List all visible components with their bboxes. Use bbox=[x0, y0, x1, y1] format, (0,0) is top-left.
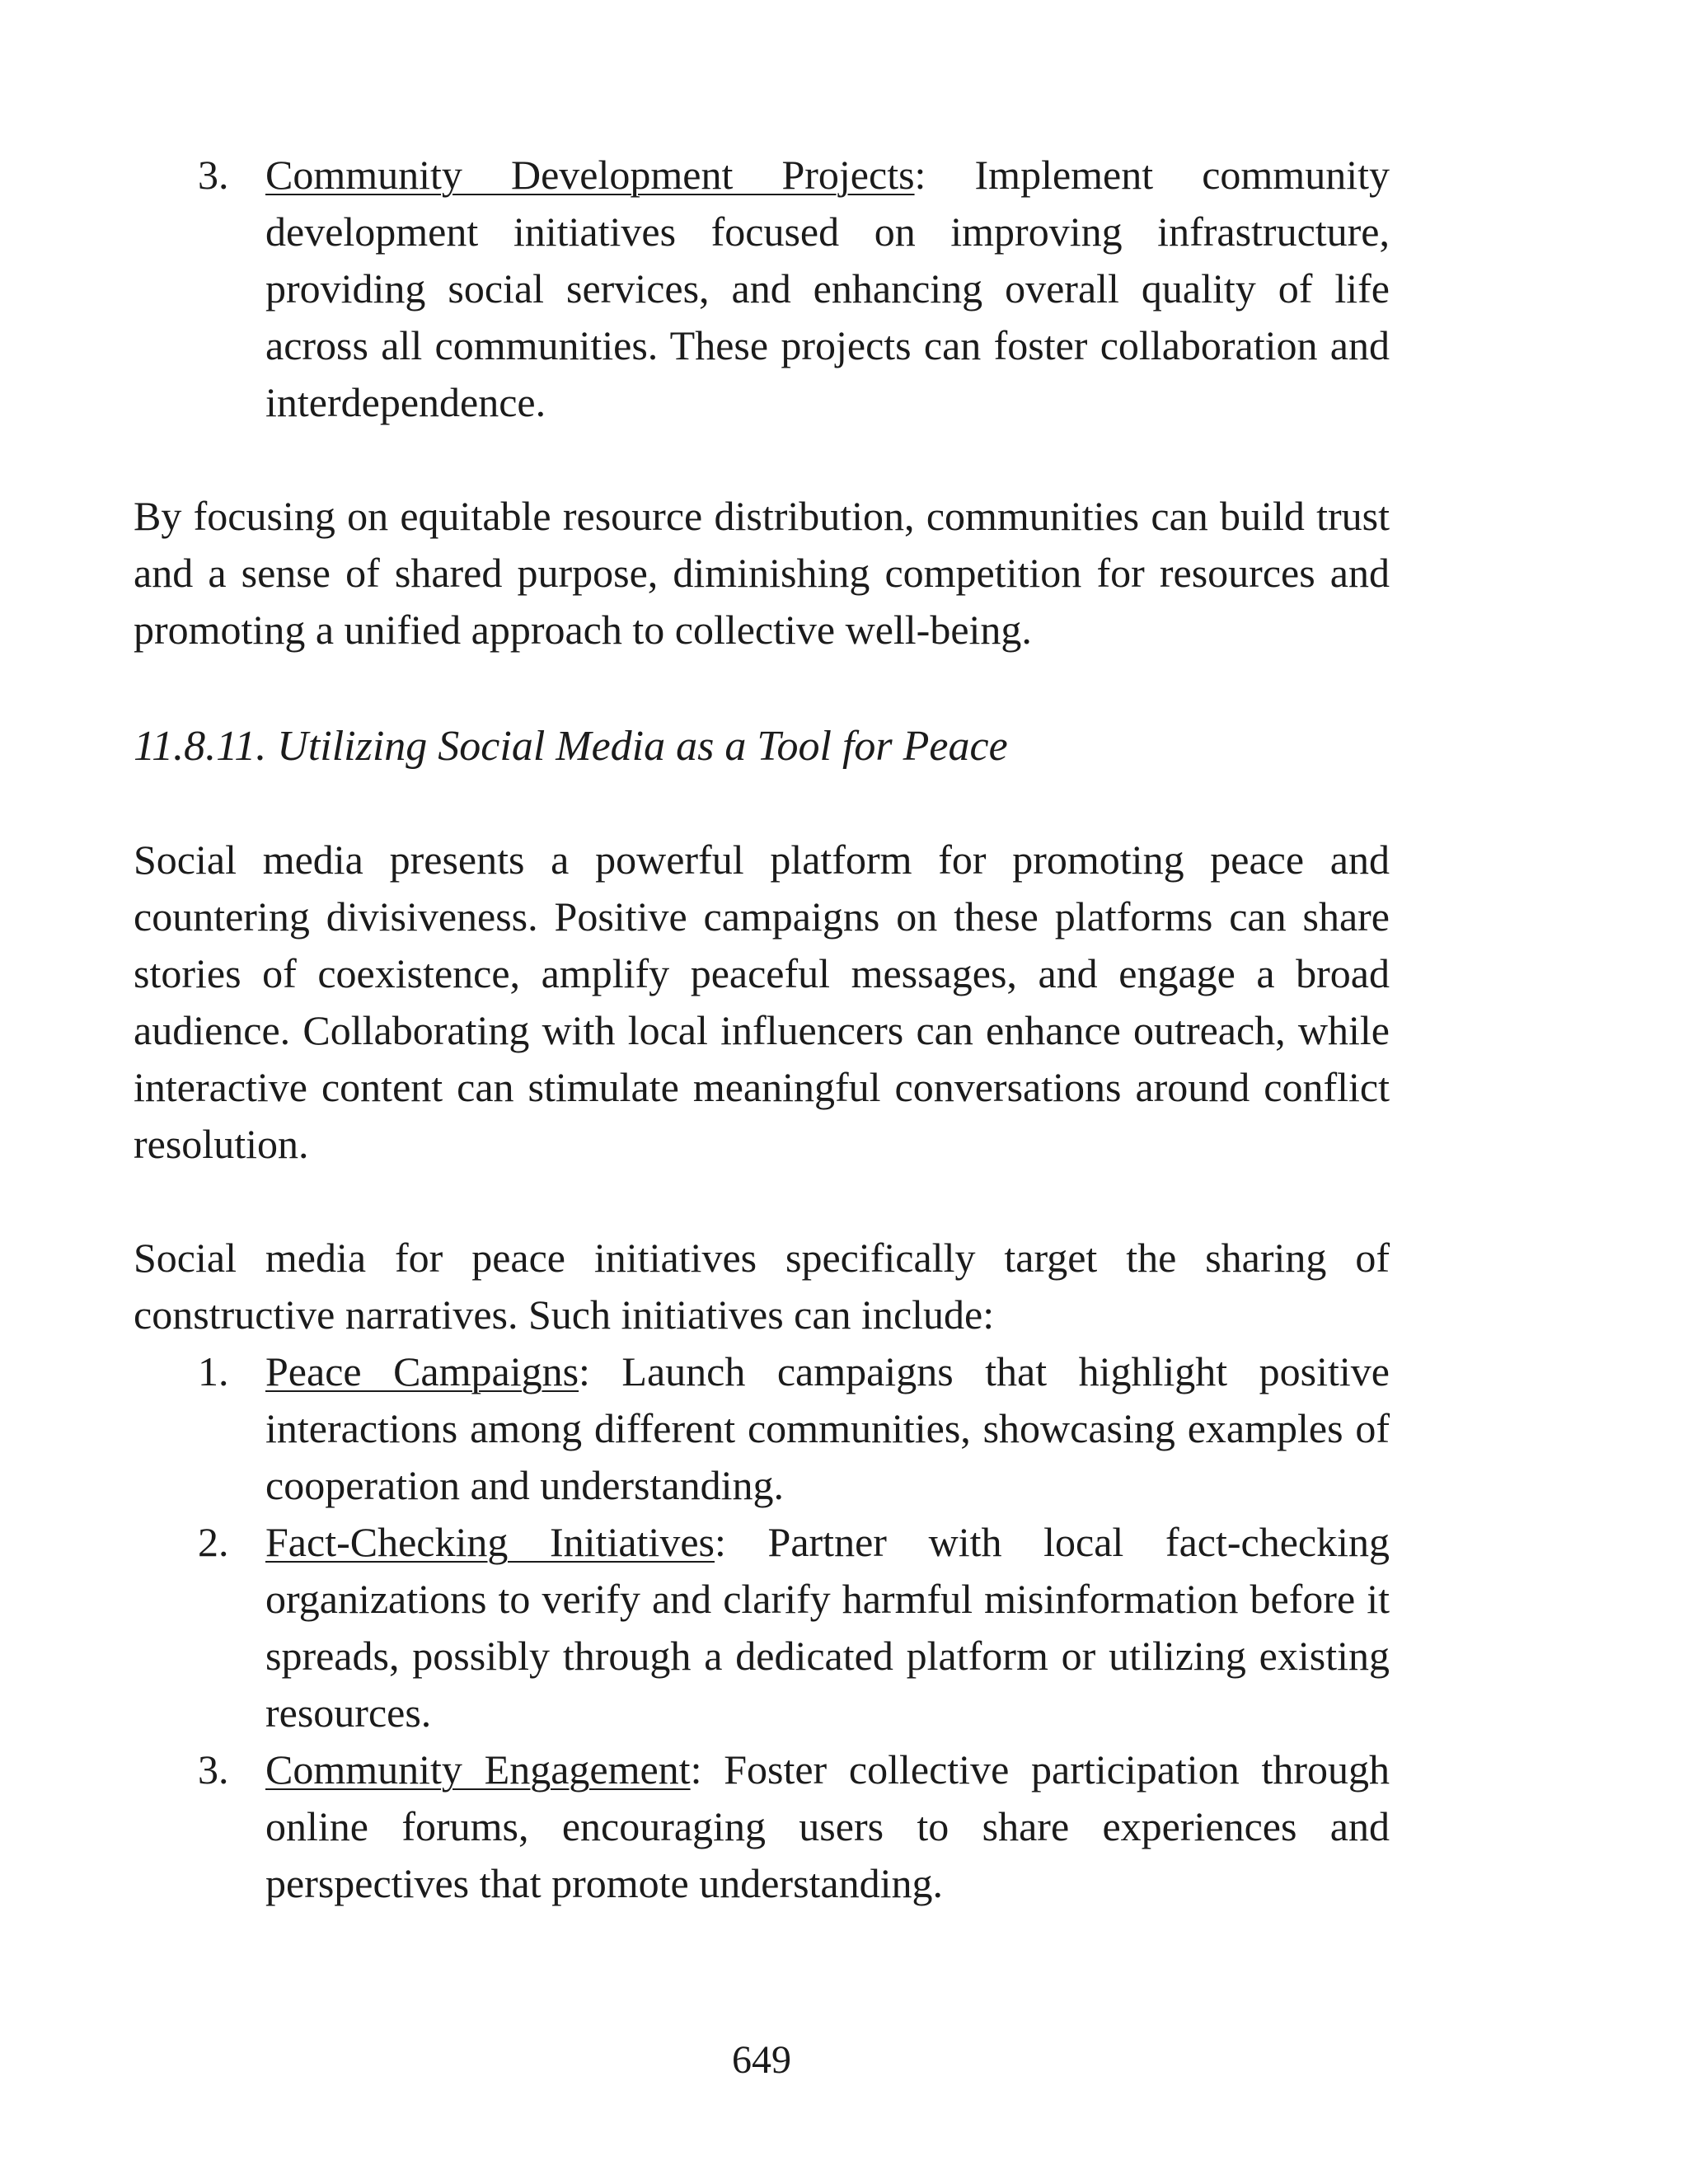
list-item-term: Community Engagement bbox=[265, 1746, 691, 1793]
list-item-text: : Partner with local fact-checking organizations to verify and clarify harmful misinformation before it spreads, possibly through a dedicated platform or utilizing existing resources. bbox=[265, 1519, 1390, 1736]
list-item bbox=[134, 147, 1390, 431]
list-item-number: 3. bbox=[198, 152, 229, 198]
resource-distribution-paragraph: By focusing on equitable resource distribution, communities can build trust and a sense of shared purpose, diminishing competition for resources and promoting a unified approach to collective well-being. bbox=[134, 493, 1390, 653]
list-item-number: 3. bbox=[198, 1746, 229, 1793]
list-item-text: : Launch campaigns that highlight positive interactions among different communities, showcasing examples of cooperation and understanding. bbox=[265, 1348, 1390, 1508]
list-item-term: Peace Campaigns bbox=[265, 1348, 579, 1394]
list-item-text: : Foster collective participation through online forums, encouraging users to share experiences and perspectives that promote understanding. bbox=[265, 1746, 1390, 1906]
list-item bbox=[134, 1343, 1390, 1514]
list-item bbox=[134, 1514, 1390, 1741]
page-number: 649 bbox=[732, 2038, 791, 2082]
list-item-term: Community Development Projects bbox=[265, 152, 915, 198]
list-item bbox=[134, 1741, 1390, 1912]
list-item-term: Fact-Checking Initiatives bbox=[265, 1519, 715, 1565]
initiatives-list bbox=[134, 1343, 1390, 1912]
initiatives-intro-paragraph: Social media for peace initiatives specifically target the sharing of constructive narratives. Such initiatives can include: bbox=[134, 1235, 1390, 1338]
list-item-text: : Implement community development initiatives focused on improving infrastructure, providing social services, and enhancing overall quality of life across all communities. These projects can foster collaboration and interdependence. bbox=[265, 152, 1390, 425]
list-item-number: 1. bbox=[198, 1348, 229, 1394]
list-item-number: 2. bbox=[198, 1519, 229, 1565]
top-list bbox=[134, 147, 1390, 431]
section-heading: 11.8.11. Utilizing Social Media as a Tool for Peace bbox=[134, 723, 1008, 770]
social-media-paragraph: Social media presents a powerful platform for promoting peace and countering divisiveness. Positive campaigns on these platforms can share stories of coexistence, amplify peaceful messages, and engage a broad audience. Collaborating with local influencers can enhance outreach, while interactive content can stimulate meaningful conversations around conflict resolution. bbox=[134, 837, 1390, 1167]
page-content bbox=[134, 147, 1390, 1912]
